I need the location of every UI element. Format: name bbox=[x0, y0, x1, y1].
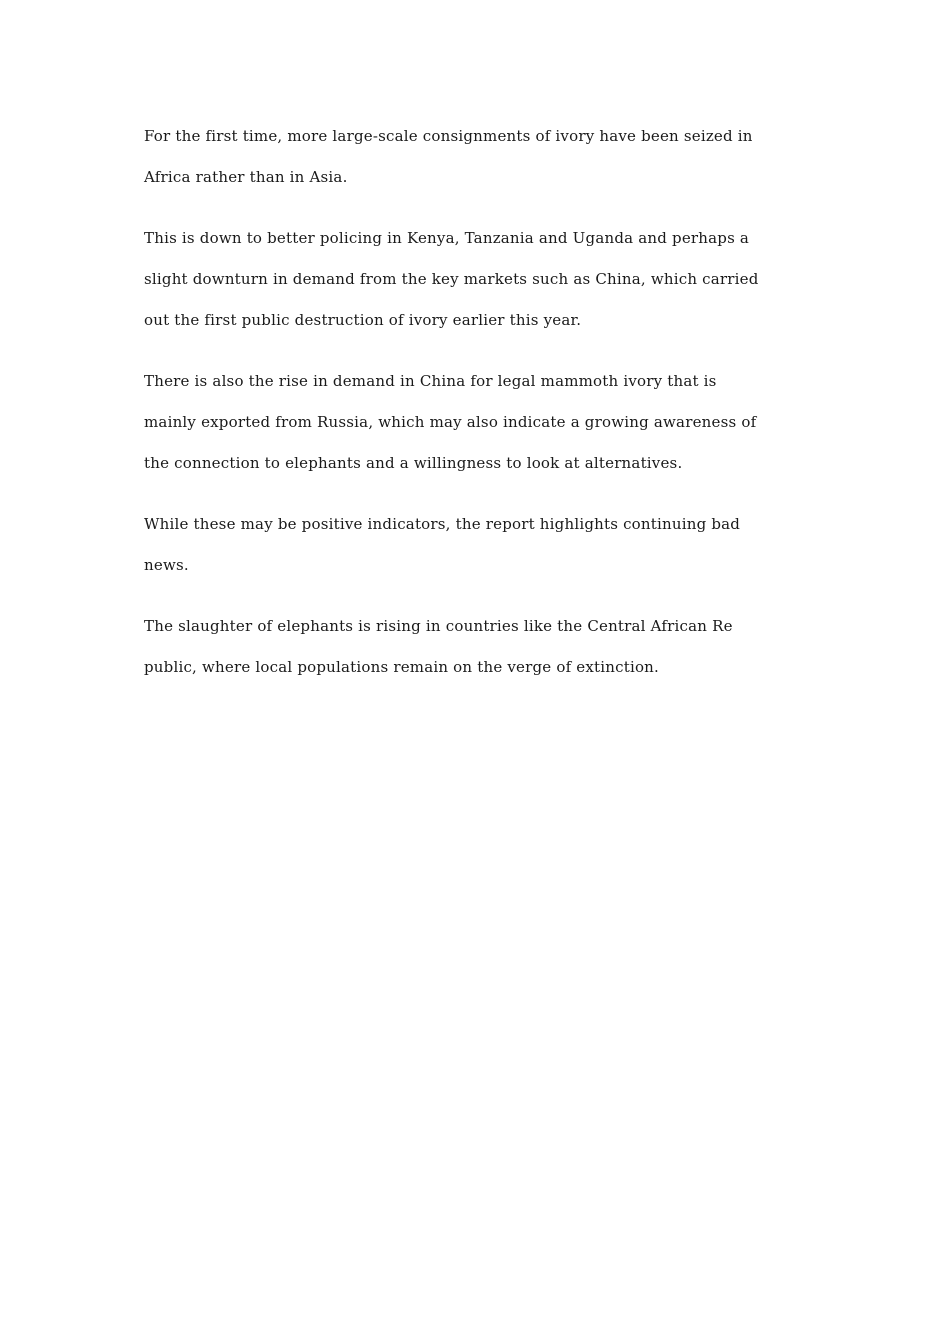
document-body bbox=[144, 116, 814, 708]
paragraph-2 bbox=[144, 218, 814, 341]
paragraph-4 bbox=[144, 504, 814, 586]
paragraph-3-line-2: mainly exported from Russia, which may also indicate a growing awareness of bbox=[144, 413, 757, 431]
paragraph-5 bbox=[144, 606, 814, 688]
paragraph-2-line-2: slight downturn in demand from the key markets such as China, which carried bbox=[144, 270, 759, 288]
paragraph-2-line-3: out the first public destruction of ivory earlier this year. bbox=[144, 311, 582, 329]
paragraph-1-line-1: For the first time, more large-scale consignments of ivory have been seized in bbox=[144, 127, 753, 145]
paragraph-1 bbox=[144, 116, 814, 198]
paragraph-3-line-1: There is also the rise in demand in China for legal mammoth ivory that is bbox=[144, 372, 717, 390]
paragraph-5-line-1: The slaughter of elephants is rising in countries like the Central African Re bbox=[144, 617, 733, 635]
paragraph-3-line-3: the connection to elephants and a willingness to look at alternatives. bbox=[144, 454, 683, 472]
paragraph-1-line-2: Africa rather than in Asia. bbox=[144, 168, 348, 186]
paragraph-5-line-2: public, where local populations remain on the verge of extinction. bbox=[144, 658, 660, 676]
paragraph-2-line-1: This is down to better policing in Kenya, Tanzania and Uganda and perhaps a bbox=[144, 229, 750, 247]
paragraph-4-line-1: While these may be positive indicators, the report highlights continuing bad bbox=[144, 515, 741, 533]
paragraph-3 bbox=[144, 361, 814, 484]
paragraph-4-line-2: news. bbox=[144, 556, 189, 574]
